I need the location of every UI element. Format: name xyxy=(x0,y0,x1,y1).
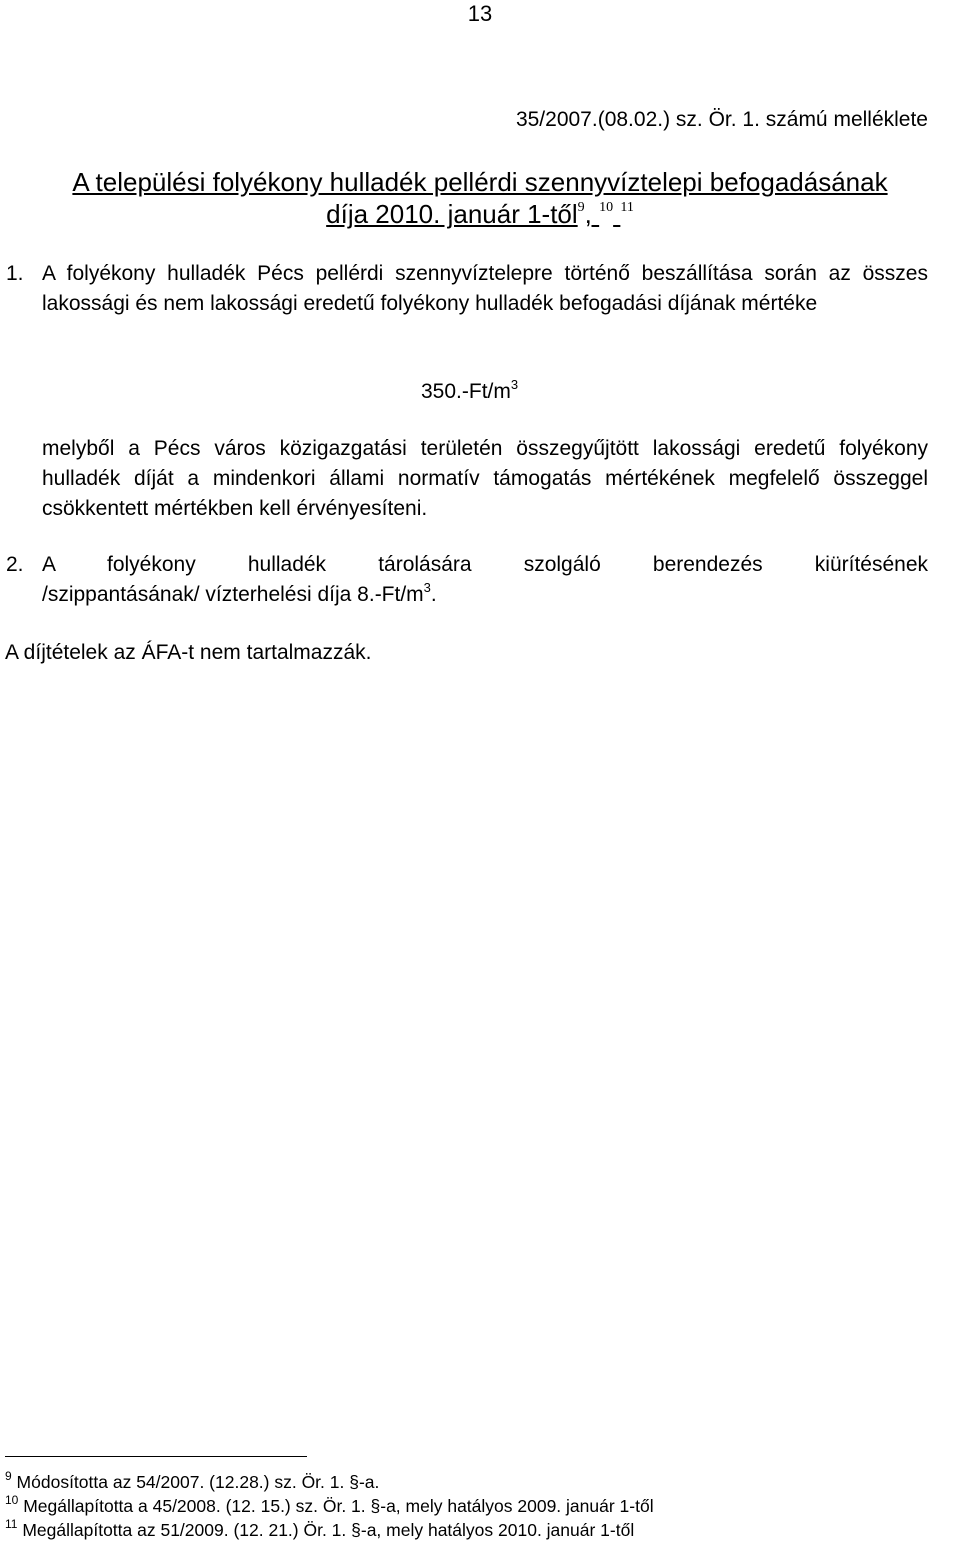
footnote-10 xyxy=(5,1494,654,1518)
section-1-detail: melyből a Pécs város közigazgatási területén összegyűjtött lakossági eredetű folyékony hulladék díját a mindenkori állami normatív támogatás mértékének megfelelő összeggel csökkentett mértékben kell érvényesíteni. xyxy=(42,437,928,520)
section-1-text xyxy=(6,259,928,319)
section-2-number: 2. xyxy=(6,553,24,576)
footnote-11 xyxy=(5,1518,634,1542)
footnote-9 xyxy=(5,1470,379,1494)
footnote-9-mark: 9 xyxy=(5,1469,12,1483)
section-2-unit-power: 3 xyxy=(423,580,431,595)
footnote-divider xyxy=(5,1456,307,1457)
document-title: A települési folyékony hulladék pellérdi szennyvíztelepi befogadásának díja 2010. január 1-től$^9$, $^{10}$ $^{11}$ xyxy=(72,167,888,229)
section-2-line-2: /szippantásának/ vízterhelési díja 8.-Ft/m xyxy=(42,583,424,606)
section-2-text xyxy=(6,550,928,610)
footnote-9-text: Módosította az 54/2007. (12.28.) sz. Ör. 1. §-a. xyxy=(11,1472,380,1492)
footnote-11-mark: 11 xyxy=(5,1517,18,1531)
section-2-end: . xyxy=(430,583,437,606)
section-1-number: 1. xyxy=(6,262,24,285)
footnote-mark-11[interactable]: 11 xyxy=(620,200,634,215)
annex-reference: 35/2007.(08.02.) sz. Ör. 1. számú melléklete xyxy=(515,108,928,131)
vat-note: A díjtételek az ÁFA-t nem tartalmazzák. xyxy=(5,641,372,664)
footnote-10-mark: 10 xyxy=(5,1493,19,1507)
section-1-body: A folyékony hulladék Pécs pellérdi szennyvíztelepre történő beszállítása során az összes lakossági és nem lakossági eredetű folyékony hulladék befogadási díjának mértéke xyxy=(42,262,928,315)
footnote-mark-10[interactable]: 10 xyxy=(599,200,614,215)
title-line-2: díja 2010. január 1-től xyxy=(326,199,578,229)
fee-amount-value: 350.-Ft/m xyxy=(421,380,511,403)
fee-amount xyxy=(421,377,518,407)
fee-amount-unit-power: 3 xyxy=(510,377,519,392)
footnote-10-text: Megállapította a 45/2008. (12. 15.) sz. Ör. 1. §-a, mely hatályos 2009. január 1-től xyxy=(18,1496,654,1516)
footnote-11-text: Megállapította az 51/2009. (12. 21.) Ör. 1. §-a, mely hatályos 2010. január 1-től xyxy=(17,1520,635,1540)
footnote-mark-9[interactable]: 9 xyxy=(577,200,585,215)
title-line-1: A települési folyékony hulladék pellérdi szennyvíztelepi befogadásának xyxy=(72,167,888,197)
page-number: 13 xyxy=(467,1,493,26)
section-2-line-1: A folyékony hulladék tárolására szolgáló berendezés kiürítésének xyxy=(42,553,928,576)
